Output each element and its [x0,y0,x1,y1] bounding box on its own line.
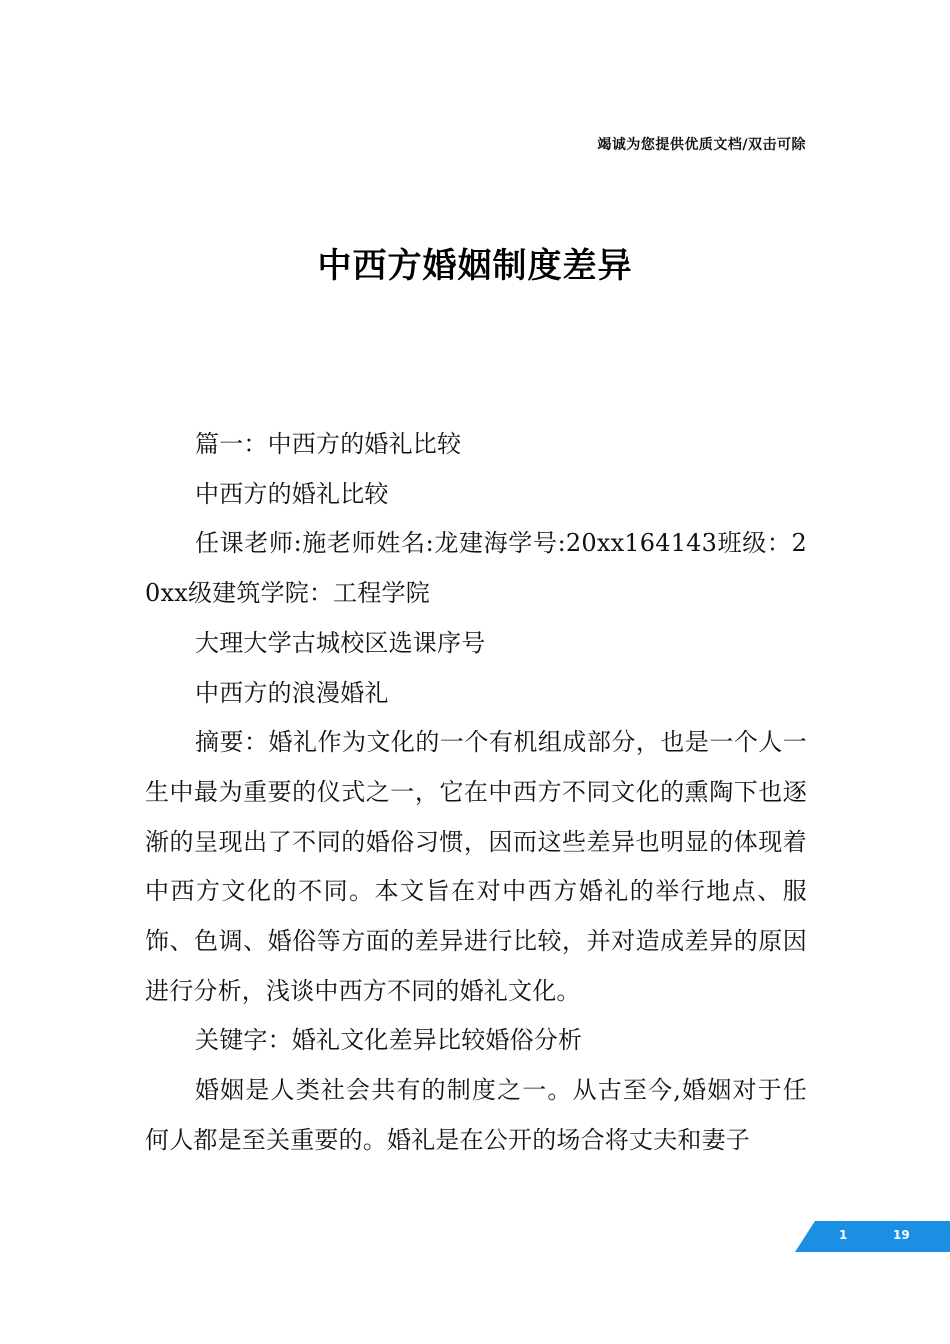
paragraph: 关键字：婚礼文化差异比较婚俗分析 [195,1026,583,1055]
current-page-number: 1 [839,1228,848,1242]
paragraph: 任课老师:施老师姓名:龙建海学号:20xx164143班级：20xx级建筑学院：工程学院 [145,529,807,608]
paragraph: 大理大学古城校区选课序号 [195,628,486,657]
header-note: 竭诚为您提供优质文档/双击可除 [597,137,806,153]
total-page-count: 19 [893,1228,910,1242]
document-title: 中西方婚姻制度差异 [317,246,633,286]
document-body [145,420,807,1166]
paragraph: 婚姻是人类社会共有的制度之一。从古至今,婚姻对于任何人都是至关重要的。婚礼是在公开的场合将丈夫和妻子 [145,1076,807,1154]
paragraph: 中西方的浪漫婚礼 [195,678,389,707]
paragraph: 篇一：中西方的婚礼比较 [195,430,462,458]
page-badge-shape [795,1221,950,1252]
page-number-badge [795,1221,950,1252]
paragraph: 摘要：婚礼作为文化的一个有机组成部分，也是一个人一生中最为重要的仪式之一，它在中西方不同文化的熏陶下也逐渐的呈现出了不同的婚俗习惯，因而这些差异也明显的体现着中西方文化的不同。本文旨在对中西方婚礼的举行地点、服饰、色调、婚俗等方面的差异进行比较，并对造成差异的原因进行分析，浅谈中西方不同的婚礼文化。 [145,728,807,1005]
paragraph: 中西方的婚礼比较 [195,479,389,508]
